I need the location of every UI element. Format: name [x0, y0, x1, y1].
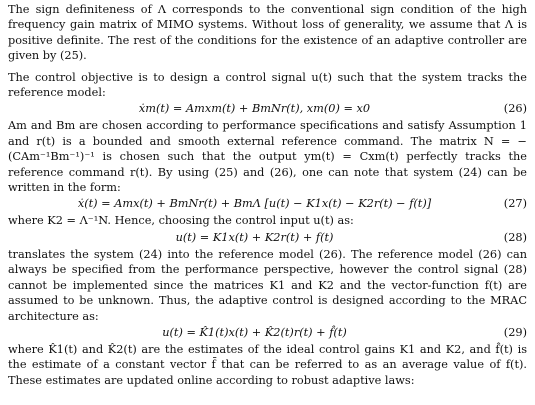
paragraph-sign-definiteness: The sign definiteness of Λ corresponds to the conventional sign condition of the high frequency gain matrix of MIMO systems. Without loss of generality, we assume that Λ is positive definite. The rest of the conditions for the existence of an adaptive controller are given by (25).	[8, 3, 527, 63]
equation-29-expression: u(t) = K̂1(t)x(t) + K̂2(t)r(t) + f̂(t)	[162, 325, 347, 339]
equation-26	[8, 100, 527, 118]
equation-26-expression: ẋm(t) = Amxm(t) + BmNr(t), xm(0) = x0	[138, 102, 371, 116]
equation-27-number: (27)	[503, 197, 527, 211]
equation-28-expression: u(t) = K1x(t) + K2r(t) + f(t)	[175, 230, 334, 244]
equation-28-number: (28)	[503, 230, 527, 244]
paragraph-mrac-architecture: translates the system (24) into the reference model (26). The reference model (26) can always be specified from the performance perspective, however the control signal (28) cannot be implemented since the matrices K1 and K2 and the vector-function f(t) are assumed to be unknown. Thus, the adaptive control is designed according to the MRAC architecture as:	[8, 247, 527, 323]
equation-29-number: (29)	[503, 325, 527, 339]
equation-28	[8, 229, 527, 247]
equation-27	[8, 195, 527, 213]
paragraph-control-objective: The control objective is to design a control signal u(t) such that the system tracks the reference model:	[8, 70, 527, 100]
paragraph-estimates: where K̂1(t) and K̂2(t) are the estimates of the ideal control gains K1 and K2, and f̂(t) is the estimate of a constant vector f̄ that can be referred to as an average value of f(t). These estimates are updated online according to robust adaptive laws:	[8, 342, 527, 387]
equation-27-expression: ẋ(t) = Amx(t) + BmNr(t) + BmΛ [u(t) − K1x(t) − K2r(t) − f(t)]	[77, 197, 432, 211]
paragraph-control-input: where K2 = Λ⁻¹N. Hence, choosing the control input u(t) as:	[8, 214, 354, 228]
equation-29	[8, 324, 527, 342]
equation-26-number: (26)	[503, 102, 527, 116]
paragraph-reference-model-matrices: Am and Bm are chosen according to performance specifications and satisfy Assumption 1 and r(t) is a bounded and smooth external reference command. The matrix N = − (CAm⁻¹Bm⁻¹)⁻¹ is chosen such that the output ym(t) = Cxm(t) perfectly tracks the reference command r(t). By using (25) and (26), one can note that system (24) can be written in the form:	[8, 119, 527, 195]
